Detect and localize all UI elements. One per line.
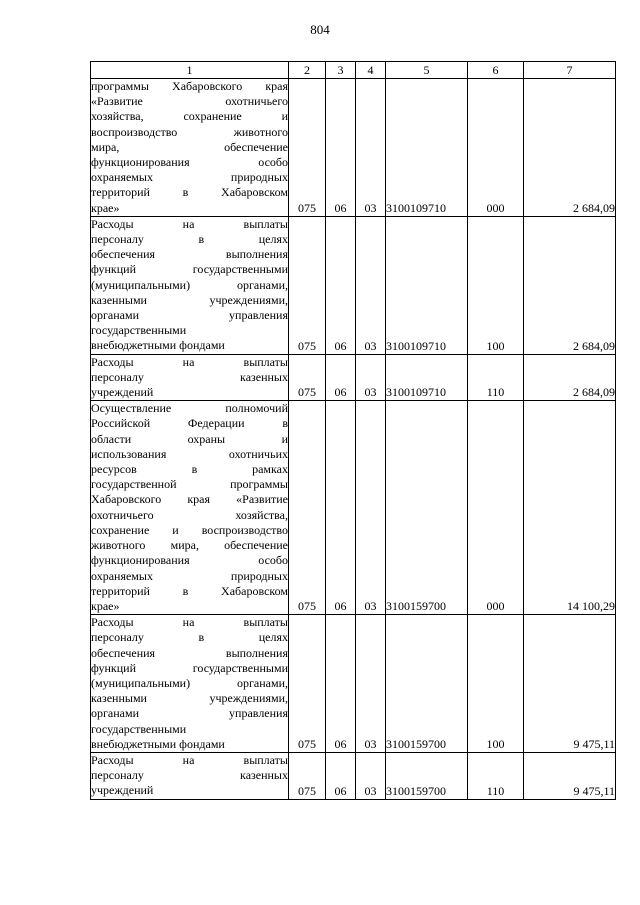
header-col-7: 7 [524, 62, 616, 79]
header-col-4: 4 [356, 62, 386, 79]
description-line: крае» [91, 598, 120, 613]
description-line: Российской Федерации в [91, 416, 288, 431]
description-line: охраняемых природных [91, 170, 288, 185]
header-col-2: 2 [289, 62, 326, 79]
cell-ministry-code: 075 [289, 615, 326, 753]
description-line: (муниципальными) органами, [91, 675, 288, 690]
cell-section-code: 06 [326, 752, 356, 799]
description-line: использования охотничьих [91, 446, 288, 461]
cell-expense-type: 000 [468, 79, 524, 217]
description-line: государственными [91, 323, 187, 338]
cell-expense-type: 100 [468, 615, 524, 753]
cell-target-article: 3100109710 [386, 354, 468, 401]
header-col-5: 5 [386, 62, 468, 79]
description-line: персоналу казенных [91, 768, 288, 783]
cell-section-code: 06 [326, 79, 356, 217]
description-line: обеспечения выполнения [91, 247, 288, 262]
description-line: (муниципальными) органами, [91, 277, 288, 292]
description-line: персоналу в целях [91, 630, 288, 645]
budget-table [90, 61, 616, 800]
cell-target-article: 3100159700 [386, 752, 468, 799]
description-line: воспроизводство животного [91, 124, 288, 139]
cell-description [91, 79, 289, 217]
cell-ministry-code: 075 [289, 216, 326, 354]
cell-amount: 14 100,29 [524, 401, 616, 615]
description-line: Хабаровского края «Развитие [91, 492, 288, 507]
cell-section-code: 06 [326, 615, 356, 753]
header-col-6: 6 [468, 62, 524, 79]
description-line: обеспечения выполнения [91, 645, 288, 660]
cell-description [91, 216, 289, 354]
cell-target-article: 3100109710 [386, 79, 468, 217]
cell-description [91, 401, 289, 615]
description-line: ресурсов в рамках [91, 462, 288, 477]
description-line: области охраны и [91, 431, 288, 446]
cell-amount: 2 684,09 [524, 216, 616, 354]
description-line: персоналу казенных [91, 369, 288, 384]
description-line: казенными учреждениями, [91, 691, 288, 706]
description-line: функционирования особо [91, 155, 288, 170]
description-line: внебюджетными фондами [91, 736, 225, 751]
cell-ministry-code: 075 [289, 79, 326, 217]
table-row [91, 354, 616, 401]
description-line: Расходы на выплаты [91, 615, 288, 630]
cell-amount: 2 684,09 [524, 354, 616, 401]
cell-amount: 9 475,11 [524, 752, 616, 799]
cell-target-article: 3100159700 [386, 615, 468, 753]
cell-section-code: 06 [326, 401, 356, 615]
header-col-1: 1 [91, 62, 289, 79]
cell-subsection-code: 03 [356, 401, 386, 615]
cell-subsection-code: 03 [356, 615, 386, 753]
cell-subsection-code: 03 [356, 354, 386, 401]
cell-expense-type: 000 [468, 401, 524, 615]
description-line: «Развитие охотничьего [91, 94, 288, 109]
description-line: животного мира, обеспечение [91, 538, 288, 553]
cell-subsection-code: 03 [356, 216, 386, 354]
description-line: внебюджетными фондами [91, 338, 225, 353]
table-row [91, 401, 616, 615]
header-col-3: 3 [326, 62, 356, 79]
cell-section-code: 06 [326, 216, 356, 354]
cell-description [91, 752, 289, 799]
description-line: охраняемых природных [91, 568, 288, 583]
cell-subsection-code: 03 [356, 79, 386, 217]
description-line: органами управления [91, 308, 288, 323]
cell-amount: 9 475,11 [524, 615, 616, 753]
cell-ministry-code: 075 [289, 752, 326, 799]
cell-target-article: 3100159700 [386, 401, 468, 615]
table-row [91, 79, 616, 217]
description-line: Расходы на выплаты [91, 752, 288, 767]
description-line: функционирования особо [91, 553, 288, 568]
description-line: государственной программы [91, 477, 288, 492]
description-line: Расходы на выплаты [91, 216, 288, 231]
table-row [91, 752, 616, 799]
table-header-row [91, 62, 616, 79]
cell-ministry-code: 075 [289, 401, 326, 615]
description-line: территорий в Хабаровском [91, 185, 288, 200]
description-line: Осуществление полномочий [91, 401, 288, 416]
page-number: 804 [310, 22, 330, 37]
cell-subsection-code: 03 [356, 752, 386, 799]
description-line: государственными [91, 721, 187, 736]
description-line: учреждений [91, 385, 154, 400]
description-line: Расходы на выплаты [91, 354, 288, 369]
description-line: персоналу в целях [91, 232, 288, 247]
cell-expense-type: 110 [468, 354, 524, 401]
description-line: программы Хабаровского края [91, 79, 288, 93]
table-row [91, 615, 616, 753]
description-line: сохранение и воспроизводство [91, 522, 288, 537]
cell-expense-type: 100 [468, 216, 524, 354]
description-line: территорий в Хабаровском [91, 583, 288, 598]
description-line: органами управления [91, 706, 288, 721]
description-line: функций государственными [91, 660, 288, 675]
cell-description [91, 615, 289, 753]
description-line: охотничьего хозяйства, [91, 507, 288, 522]
table-row [91, 216, 616, 354]
cell-ministry-code: 075 [289, 354, 326, 401]
cell-target-article: 3100109710 [386, 216, 468, 354]
cell-expense-type: 110 [468, 752, 524, 799]
cell-section-code: 06 [326, 354, 356, 401]
description-line: учреждений [91, 783, 154, 798]
description-line: казенными учреждениями, [91, 292, 288, 307]
description-line: хозяйства, сохранение и [91, 109, 288, 124]
description-line: функций государственными [91, 262, 288, 277]
description-line: крае» [91, 200, 120, 215]
description-line: мира, обеспечение [91, 139, 288, 154]
cell-description [91, 354, 289, 401]
cell-amount: 2 684,09 [524, 79, 616, 217]
